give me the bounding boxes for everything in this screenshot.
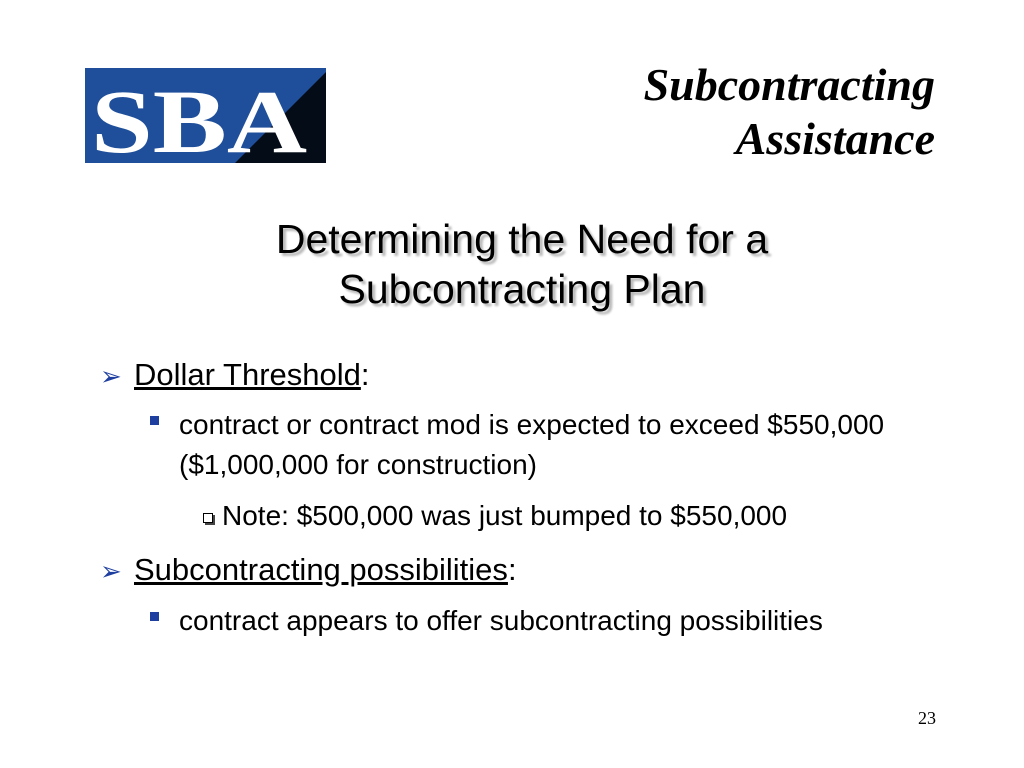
sub-bullet-threshold [150, 405, 910, 485]
page-number: 23 [918, 708, 936, 728]
bullet-label: Subcontracting possibilities [134, 552, 508, 587]
header-title-line2: Assistance [735, 113, 935, 164]
note-threshold-bump [203, 499, 787, 533]
bullet-suffix: : [507, 552, 517, 587]
slide-title-line2: Subcontracting Plan [338, 266, 706, 312]
arrow-bullet-icon: ➢ [100, 556, 122, 586]
slide-title [0, 214, 1024, 314]
header-title-line1: Subcontracting [643, 59, 935, 110]
header-title [644, 58, 935, 166]
sba-logo [85, 68, 326, 163]
sub-bullet-text: contract or contract mod is expected to exceed $550,000 ($1,000,000 for construction) [179, 409, 885, 480]
sub-bullet-text: contract appears to offer subcontracting possibilities [179, 605, 823, 636]
square-bullet-icon [150, 416, 159, 425]
sba-logo-graphic [85, 68, 326, 163]
sub-bullet-possibilities [150, 601, 910, 641]
slide-title-line1: Determining the Need for a [275, 216, 769, 262]
square-bullet-icon [150, 612, 159, 621]
arrow-bullet-icon: ➢ [100, 361, 122, 391]
bullet-subcontracting-possibilities [100, 551, 517, 590]
sba-logo-text: SBA [91, 73, 308, 163]
note-text: Note: $500,000 was just bumped to $550,000 [222, 500, 788, 531]
bullet-suffix: : [360, 357, 370, 392]
checkbox-bullet-icon [203, 513, 213, 523]
bullet-label: Dollar Threshold [134, 357, 361, 392]
bullet-dollar-threshold [100, 356, 370, 395]
